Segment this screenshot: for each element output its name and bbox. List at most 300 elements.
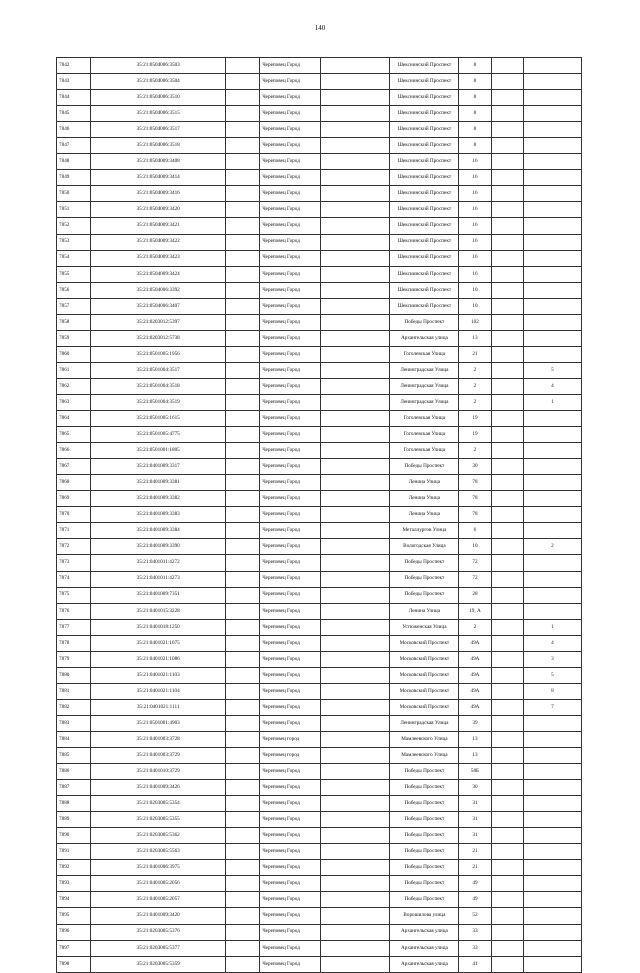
empty-cell — [225, 298, 259, 314]
building-cell — [491, 411, 523, 427]
house-cell: 16 — [459, 202, 491, 218]
cadastral-number-cell: 35:21:0203005:5359 — [91, 956, 225, 972]
apartment-cell — [523, 555, 581, 571]
table-row — [57, 539, 582, 555]
apartment-cell — [523, 924, 581, 940]
empty-cell — [225, 378, 259, 394]
street-cell: Шекснинский Проспект — [390, 298, 459, 314]
street-cell: Победы Проспект — [390, 812, 459, 828]
building-cell — [491, 523, 523, 539]
empty-cell — [225, 699, 259, 715]
building-cell — [491, 459, 523, 475]
empty-cell — [225, 715, 259, 731]
apartment-cell — [523, 138, 581, 154]
apartment-cell: 5 — [523, 362, 581, 378]
apartment-cell — [523, 346, 581, 362]
empty-cell — [225, 796, 259, 812]
table-row — [57, 764, 582, 780]
city-cell: Череповец Город — [260, 378, 320, 394]
street-cell: Гоголевская Улица — [390, 411, 459, 427]
table-row — [57, 58, 582, 74]
row-number-cell: 7891 — [57, 844, 91, 860]
street-cell: Шекснинский Проспект — [390, 58, 459, 74]
cadastral-number-cell: 35:21:0203012:5397 — [91, 314, 225, 330]
city-cell: Череповец Город — [260, 475, 320, 491]
empty-cell — [320, 715, 390, 731]
house-cell: 49А — [459, 635, 491, 651]
table-row — [57, 587, 582, 603]
cadastral-number-cell: 35:21:0401021:1111 — [91, 699, 225, 715]
table-row — [57, 908, 582, 924]
building-cell — [491, 218, 523, 234]
city-cell: Череповец Город — [260, 796, 320, 812]
empty-cell — [320, 58, 390, 74]
house-cell: 78 — [459, 507, 491, 523]
empty-cell — [320, 427, 390, 443]
city-cell: Череповец Город — [260, 394, 320, 410]
apartment-cell — [523, 427, 581, 443]
street-cell: Победы Проспект — [390, 892, 459, 908]
city-cell: Череповец Город — [260, 892, 320, 908]
building-cell — [491, 539, 523, 555]
row-number-cell: 7876 — [57, 603, 91, 619]
city-cell: Череповец Город — [260, 234, 320, 250]
cadastral-number-cell: 35:21:0401009:7351 — [91, 587, 225, 603]
empty-cell — [225, 667, 259, 683]
building-cell — [491, 106, 523, 122]
empty-cell — [225, 475, 259, 491]
empty-cell — [320, 796, 390, 812]
empty-cell — [225, 314, 259, 330]
empty-cell — [320, 74, 390, 90]
row-number-cell: 7850 — [57, 186, 91, 202]
table-row — [57, 619, 582, 635]
cadastral-number-cell: 35:21:0203005:5362 — [91, 828, 225, 844]
table-row — [57, 860, 582, 876]
apartment-cell — [523, 122, 581, 138]
empty-cell — [320, 170, 390, 186]
cadastral-number-cell: 35:21:0504006:3517 — [91, 122, 225, 138]
street-cell: Гоголевская Улица — [390, 443, 459, 459]
apartment-cell — [523, 475, 581, 491]
row-number-cell: 7867 — [57, 459, 91, 475]
property-registry-table — [56, 57, 582, 973]
building-cell — [491, 860, 523, 876]
house-cell: 16 — [459, 234, 491, 250]
row-number-cell: 7877 — [57, 619, 91, 635]
house-cell: 8 — [459, 74, 491, 90]
cadastral-number-cell: 35:21:0504006:3518 — [91, 138, 225, 154]
cadastral-number-cell: 35:21:0203005:5354 — [91, 796, 225, 812]
empty-cell — [320, 812, 390, 828]
apartment-cell — [523, 603, 581, 619]
building-cell — [491, 683, 523, 699]
street-cell: Ворошилова улица — [390, 908, 459, 924]
row-number-cell: 7848 — [57, 154, 91, 170]
row-number-cell: 7884 — [57, 731, 91, 747]
building-cell — [491, 202, 523, 218]
empty-cell — [320, 346, 390, 362]
apartment-cell: 8 — [523, 683, 581, 699]
cadastral-number-cell: 35:21:0401018:1250 — [91, 619, 225, 635]
empty-cell — [320, 699, 390, 715]
empty-cell — [320, 394, 390, 410]
apartment-cell — [523, 58, 581, 74]
row-number-cell: 7869 — [57, 491, 91, 507]
city-cell: Череповец Город — [260, 154, 320, 170]
empty-cell — [225, 218, 259, 234]
empty-cell — [320, 106, 390, 122]
table-row — [57, 74, 582, 90]
empty-cell — [225, 58, 259, 74]
row-number-cell: 7842 — [57, 58, 91, 74]
table-row — [57, 780, 582, 796]
row-number-cell: 7890 — [57, 828, 91, 844]
row-number-cell: 7851 — [57, 202, 91, 218]
city-cell: Череповец Город — [260, 876, 320, 892]
table-row — [57, 651, 582, 667]
apartment-cell — [523, 828, 581, 844]
apartment-cell: 7 — [523, 699, 581, 715]
apartment-cell — [523, 443, 581, 459]
empty-cell — [320, 555, 390, 571]
building-cell — [491, 90, 523, 106]
cadastral-number-cell: 35:21:0401003:3728 — [91, 731, 225, 747]
empty-cell — [225, 106, 259, 122]
cadastral-number-cell: 35:21:0401009:3426 — [91, 780, 225, 796]
row-number-cell: 7864 — [57, 411, 91, 427]
empty-cell — [225, 539, 259, 555]
city-cell: Череповец Город — [260, 651, 320, 667]
cadastral-number-cell: 35:21:0504009:3424 — [91, 266, 225, 282]
row-number-cell: 7852 — [57, 218, 91, 234]
house-cell: 30 — [459, 780, 491, 796]
apartment-cell: 2 — [523, 539, 581, 555]
house-cell: 33 — [459, 924, 491, 940]
city-cell: Череповец Город — [260, 427, 320, 443]
street-cell: Победы Проспект — [390, 876, 459, 892]
cadastral-number-cell: 35:21:0504009:3421 — [91, 218, 225, 234]
city-cell: Череповец Город — [260, 555, 320, 571]
building-cell — [491, 892, 523, 908]
city-cell: Череповец Город — [260, 90, 320, 106]
cadastral-number-cell: 35:21:0401009:3382 — [91, 491, 225, 507]
empty-cell — [320, 523, 390, 539]
street-cell: Шекснинский Проспект — [390, 282, 459, 298]
empty-cell — [320, 924, 390, 940]
apartment-cell — [523, 571, 581, 587]
street-cell: Ленинградская Улица — [390, 378, 459, 394]
building-cell — [491, 394, 523, 410]
apartment-cell — [523, 298, 581, 314]
building-cell — [491, 427, 523, 443]
street-cell: Победы Проспект — [390, 314, 459, 330]
cadastral-number-cell: 35:21:0401011:4273 — [91, 571, 225, 587]
empty-cell — [320, 443, 390, 459]
building-cell — [491, 940, 523, 956]
cadastral-number-cell: 35:21:0501001:1805 — [91, 443, 225, 459]
cadastral-number-cell: 35:21:0203005:5377 — [91, 940, 225, 956]
apartment-cell — [523, 234, 581, 250]
table-row — [57, 956, 582, 972]
empty-cell — [320, 539, 390, 555]
house-cell: 16 — [459, 154, 491, 170]
empty-cell — [225, 170, 259, 186]
street-cell: Ленина Улица — [390, 603, 459, 619]
row-number-cell: 7878 — [57, 635, 91, 651]
house-cell: 8 — [459, 90, 491, 106]
street-cell: Ленинградская Улица — [390, 715, 459, 731]
city-cell: Череповец Город — [260, 411, 320, 427]
apartment-cell — [523, 202, 581, 218]
house-cell: 31 — [459, 812, 491, 828]
row-number-cell: 7855 — [57, 266, 91, 282]
street-cell: Ленинградская Улица — [390, 394, 459, 410]
table-row — [57, 507, 582, 523]
table-row — [57, 266, 582, 282]
apartment-cell: 4 — [523, 635, 581, 651]
apartment-cell: 1 — [523, 394, 581, 410]
building-cell — [491, 58, 523, 74]
house-cell: 2 — [459, 394, 491, 410]
city-cell: Череповец город — [260, 748, 320, 764]
cadastral-number-cell: 35:21:0401021:1086 — [91, 651, 225, 667]
house-cell: 8 — [459, 122, 491, 138]
apartment-cell — [523, 715, 581, 731]
building-cell — [491, 266, 523, 282]
building-cell — [491, 170, 523, 186]
empty-cell — [320, 571, 390, 587]
city-cell: Череповец Город — [260, 683, 320, 699]
building-cell — [491, 731, 523, 747]
street-cell: Шекснинский Проспект — [390, 154, 459, 170]
empty-cell — [225, 635, 259, 651]
apartment-cell — [523, 154, 581, 170]
empty-cell — [225, 74, 259, 90]
house-cell: 21 — [459, 346, 491, 362]
street-cell: Ленинградская Улица — [390, 362, 459, 378]
building-cell — [491, 635, 523, 651]
house-cell: 19 — [459, 427, 491, 443]
cadastral-number-cell: 35:21:0401009:3384 — [91, 523, 225, 539]
city-cell: Череповец Город — [260, 635, 320, 651]
street-cell: Гоголевская Улица — [390, 346, 459, 362]
apartment-cell — [523, 90, 581, 106]
street-cell: Московский Проспект — [390, 635, 459, 651]
empty-cell — [225, 282, 259, 298]
street-cell: Шекснинский Проспект — [390, 122, 459, 138]
row-number-cell: 7868 — [57, 475, 91, 491]
table-row — [57, 298, 582, 314]
street-cell: Победы Проспект — [390, 828, 459, 844]
empty-cell — [225, 876, 259, 892]
cadastral-number-cell: 35:21:0504009:3416 — [91, 186, 225, 202]
city-cell: Череповец Город — [260, 860, 320, 876]
row-number-cell: 7849 — [57, 170, 91, 186]
street-cell: Победы Проспект — [390, 860, 459, 876]
street-cell: Победы Проспект — [390, 780, 459, 796]
apartment-cell — [523, 170, 581, 186]
house-cell: 31 — [459, 796, 491, 812]
empty-cell — [320, 491, 390, 507]
building-cell — [491, 844, 523, 860]
house-cell: 72 — [459, 571, 491, 587]
empty-cell — [320, 154, 390, 170]
empty-cell — [225, 507, 259, 523]
apartment-cell — [523, 860, 581, 876]
cadastral-number-cell: 35:21:0504006:3407 — [91, 298, 225, 314]
city-cell: Череповец Город — [260, 266, 320, 282]
street-cell: Шекснинский Проспект — [390, 90, 459, 106]
cadastral-number-cell: 35:21:0401021:1103 — [91, 667, 225, 683]
empty-cell — [225, 90, 259, 106]
empty-cell — [320, 266, 390, 282]
empty-cell — [225, 940, 259, 956]
house-cell: 2 — [459, 378, 491, 394]
empty-cell — [225, 683, 259, 699]
empty-cell — [320, 764, 390, 780]
row-number-cell: 7896 — [57, 924, 91, 940]
empty-cell — [225, 555, 259, 571]
row-number-cell: 7897 — [57, 940, 91, 956]
street-cell: Победы Проспект — [390, 796, 459, 812]
street-cell: Устюженская Улица — [390, 619, 459, 635]
empty-cell — [320, 202, 390, 218]
apartment-cell — [523, 796, 581, 812]
table-row — [57, 571, 582, 587]
building-cell — [491, 346, 523, 362]
building-cell — [491, 651, 523, 667]
city-cell: Череповец Город — [260, 587, 320, 603]
street-cell: Ленина Улица — [390, 507, 459, 523]
street-cell: Победы Проспект — [390, 764, 459, 780]
empty-cell — [320, 250, 390, 266]
apartment-cell — [523, 266, 581, 282]
building-cell — [491, 667, 523, 683]
table-row — [57, 427, 582, 443]
row-number-cell: 7858 — [57, 314, 91, 330]
house-cell: 49А — [459, 651, 491, 667]
row-number-cell: 7887 — [57, 780, 91, 796]
empty-cell — [320, 378, 390, 394]
street-cell: Победы Проспект — [390, 555, 459, 571]
cadastral-number-cell: 35:21:0504006:3504 — [91, 74, 225, 90]
cadastral-number-cell: 35:21:0401010:3729 — [91, 764, 225, 780]
apartment-cell: 5 — [523, 667, 581, 683]
house-cell: 31 — [459, 828, 491, 844]
empty-cell — [225, 619, 259, 635]
empty-cell — [225, 571, 259, 587]
table-row — [57, 555, 582, 571]
row-number-cell: 7895 — [57, 908, 91, 924]
table-row — [57, 362, 582, 378]
row-number-cell: 7846 — [57, 122, 91, 138]
empty-cell — [225, 459, 259, 475]
apartment-cell — [523, 940, 581, 956]
row-number-cell: 7853 — [57, 234, 91, 250]
city-cell: Череповец Город — [260, 250, 320, 266]
street-cell: Московский Проспект — [390, 699, 459, 715]
city-cell: Череповец Город — [260, 282, 320, 298]
table-row — [57, 475, 582, 491]
cadastral-number-cell: 35:21:0401015:3228 — [91, 603, 225, 619]
row-number-cell: 7860 — [57, 346, 91, 362]
apartment-cell — [523, 491, 581, 507]
building-cell — [491, 314, 523, 330]
city-cell: Череповец Город — [260, 202, 320, 218]
cadastral-number-cell: 35:21:0401021:1075 — [91, 635, 225, 651]
house-cell: 16 — [459, 218, 491, 234]
street-cell: Архангельская улица — [390, 940, 459, 956]
table-row — [57, 90, 582, 106]
city-cell: Череповец Город — [260, 58, 320, 74]
apartment-cell: 4 — [523, 378, 581, 394]
empty-cell — [320, 828, 390, 844]
cadastral-number-cell: 35:21:0504009:3414 — [91, 170, 225, 186]
row-number-cell: 7893 — [57, 876, 91, 892]
street-cell: Ленина Улица — [390, 475, 459, 491]
building-cell — [491, 571, 523, 587]
empty-cell — [225, 924, 259, 940]
street-cell: Московский Проспект — [390, 667, 459, 683]
city-cell: Череповец Город — [260, 314, 320, 330]
row-number-cell: 7888 — [57, 796, 91, 812]
cadastral-number-cell: 35:21:0401009:3381 — [91, 475, 225, 491]
apartment-cell — [523, 876, 581, 892]
cadastral-number-cell: 35:21:0504006:3510 — [91, 90, 225, 106]
empty-cell — [320, 138, 390, 154]
street-cell: Шекснинский Проспект — [390, 202, 459, 218]
apartment-cell — [523, 780, 581, 796]
apartment-cell — [523, 411, 581, 427]
row-number-cell: 7844 — [57, 90, 91, 106]
row-number-cell: 7856 — [57, 282, 91, 298]
table-row — [57, 138, 582, 154]
table-row — [57, 731, 582, 747]
cadastral-number-cell: 35:21:0401005:2056 — [91, 876, 225, 892]
street-cell: Победы Проспект — [390, 571, 459, 587]
table-row — [57, 812, 582, 828]
building-cell — [491, 282, 523, 298]
empty-cell — [225, 250, 259, 266]
empty-cell — [320, 956, 390, 972]
table-row — [57, 443, 582, 459]
row-number-cell: 7898 — [57, 956, 91, 972]
table-row — [57, 346, 582, 362]
city-cell: Череповец Город — [260, 571, 320, 587]
cadastral-number-cell: 35:21:0401003:3729 — [91, 748, 225, 764]
building-cell — [491, 491, 523, 507]
building-cell — [491, 362, 523, 378]
building-cell — [491, 507, 523, 523]
house-cell: 49А — [459, 667, 491, 683]
building-cell — [491, 924, 523, 940]
empty-cell — [320, 314, 390, 330]
building-cell — [491, 828, 523, 844]
apartment-cell — [523, 282, 581, 298]
cadastral-number-cell: 35:21:0501001:4903 — [91, 715, 225, 731]
city-cell: Череповец Город — [260, 619, 320, 635]
empty-cell — [320, 587, 390, 603]
house-cell: 8 — [459, 138, 491, 154]
apartment-cell — [523, 106, 581, 122]
house-cell: 2 — [459, 443, 491, 459]
empty-cell — [320, 90, 390, 106]
street-cell: Шекснинский Проспект — [390, 266, 459, 282]
street-cell: Архангельская улица — [390, 956, 459, 972]
apartment-cell — [523, 844, 581, 860]
empty-cell — [225, 427, 259, 443]
